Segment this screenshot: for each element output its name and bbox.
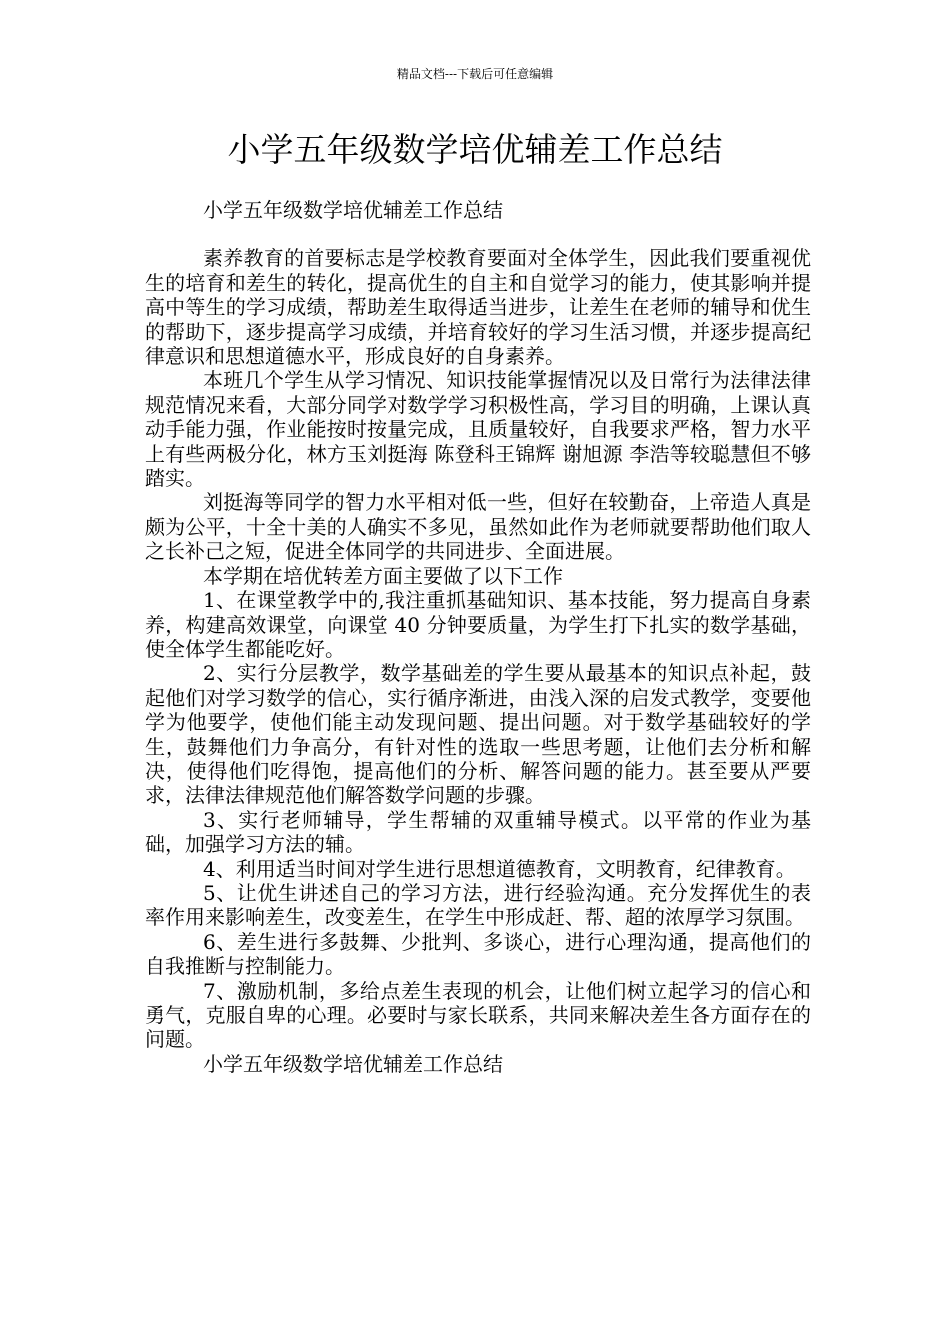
document-title: 小学五年级数学培优辅差工作总结 xyxy=(227,130,723,169)
list-item-paragraph: 6、差生进行多鼓舞、少批判、多谈心，进行心理沟通，提高他们的自我推断与控制能力。 xyxy=(145,929,811,979)
subtitle-paragraph: 小学五年级数学培优辅差工作总结 xyxy=(203,198,503,222)
body-paragraph: 素养教育的首要标志是学校教育要面对全体学生，因此我们要重视优生的培育和差生的转化，提高优生的自主和自觉学习的能力，使其影响并提高中等生的学习成绩，帮助差生取得适当进步，让差生在老师的辅导和优生的帮助下，逐步提高学习成绩，并培育较好的学习生活习惯，并逐步提高纪律意识和思想道德水平，形成良好的自身素养。 xyxy=(145,246,811,369)
list-item-paragraph: 1、在课堂教学中的,我注重抓基础知识、基本技能，努力提高自身素养，构建高效课堂，向课堂 40 分钟要质量，为学生打下扎实的数学基础，使全体学生都能吃好。 xyxy=(145,588,811,661)
body-paragraph: 本学期在培优转差方面主要做了以下工作 xyxy=(203,563,563,588)
list-item-paragraph: 2、实行分层教学，数学基础差的学生要从最基本的知识点补起，鼓起他们对学习数学的信心，实行循序渐进，由浅入深的启发式教学，变要他学为他要学，使他们能主动发现问题、提出问题。对于数学基础较好的学生，鼓舞他们力争高分，有针对性的选取一些思考题，让他们去分析和解决，使得他们吃得饱，提高他们的分析、解答问题的能力。甚至要从严要求，法律法律规范他们解答数学问题的步骤。 xyxy=(145,661,811,808)
list-item-paragraph: 5、让优生讲述自己的学习方法，进行经验沟通。充分发挥优生的表率作用来影响差生，改变差生，在学生中形成赶、帮、超的浓厚学习氛围。 xyxy=(145,880,811,930)
list-item-paragraph: 3、实行老师辅导，学生帮辅的双重辅导模式。以平常的作业为基础，加强学习方法的辅。 xyxy=(145,807,811,857)
list-item-paragraph: 7、激励机制，多给点差生表现的机会，让他们树立起学习的信心和勇气，克服自卑的心理。必要时与家长联系，共同来解决差生各方面存在的问题。 xyxy=(145,978,811,1052)
body-paragraph: 本班几个学生从学习情况、知识技能掌握情况以及日常行为法律法律规范情况来看，大部分同学对数学学习积极性高，学习目的明确，上课认真动手能力强，作业能按时按量完成，且质量较好，自我要求严格，智力水平上有些两极分化，林方玉刘挺海 陈登科王锦辉 谢旭源 李浩等较聪慧但不够踏实。 xyxy=(145,368,811,491)
document-body xyxy=(145,198,811,1076)
body-paragraph: 刘挺海等同学的智力水平相对低一些，但好在较勤奋，上帝造人真是颇为公平，十全十美的人确实不多见，虽然如此作为老师就要帮助他们取人之长补己之短，促进全体同学的共同进步、全面进展。 xyxy=(145,490,811,564)
header-note: 精品文档---下载后可任意编辑 xyxy=(396,67,554,81)
closing-paragraph: 小学五年级数学培优辅差工作总结 xyxy=(203,1051,503,1076)
list-item-paragraph: 4、利用适当时间对学生进行思想道德教育，文明教育，纪律教育。 xyxy=(203,856,796,881)
